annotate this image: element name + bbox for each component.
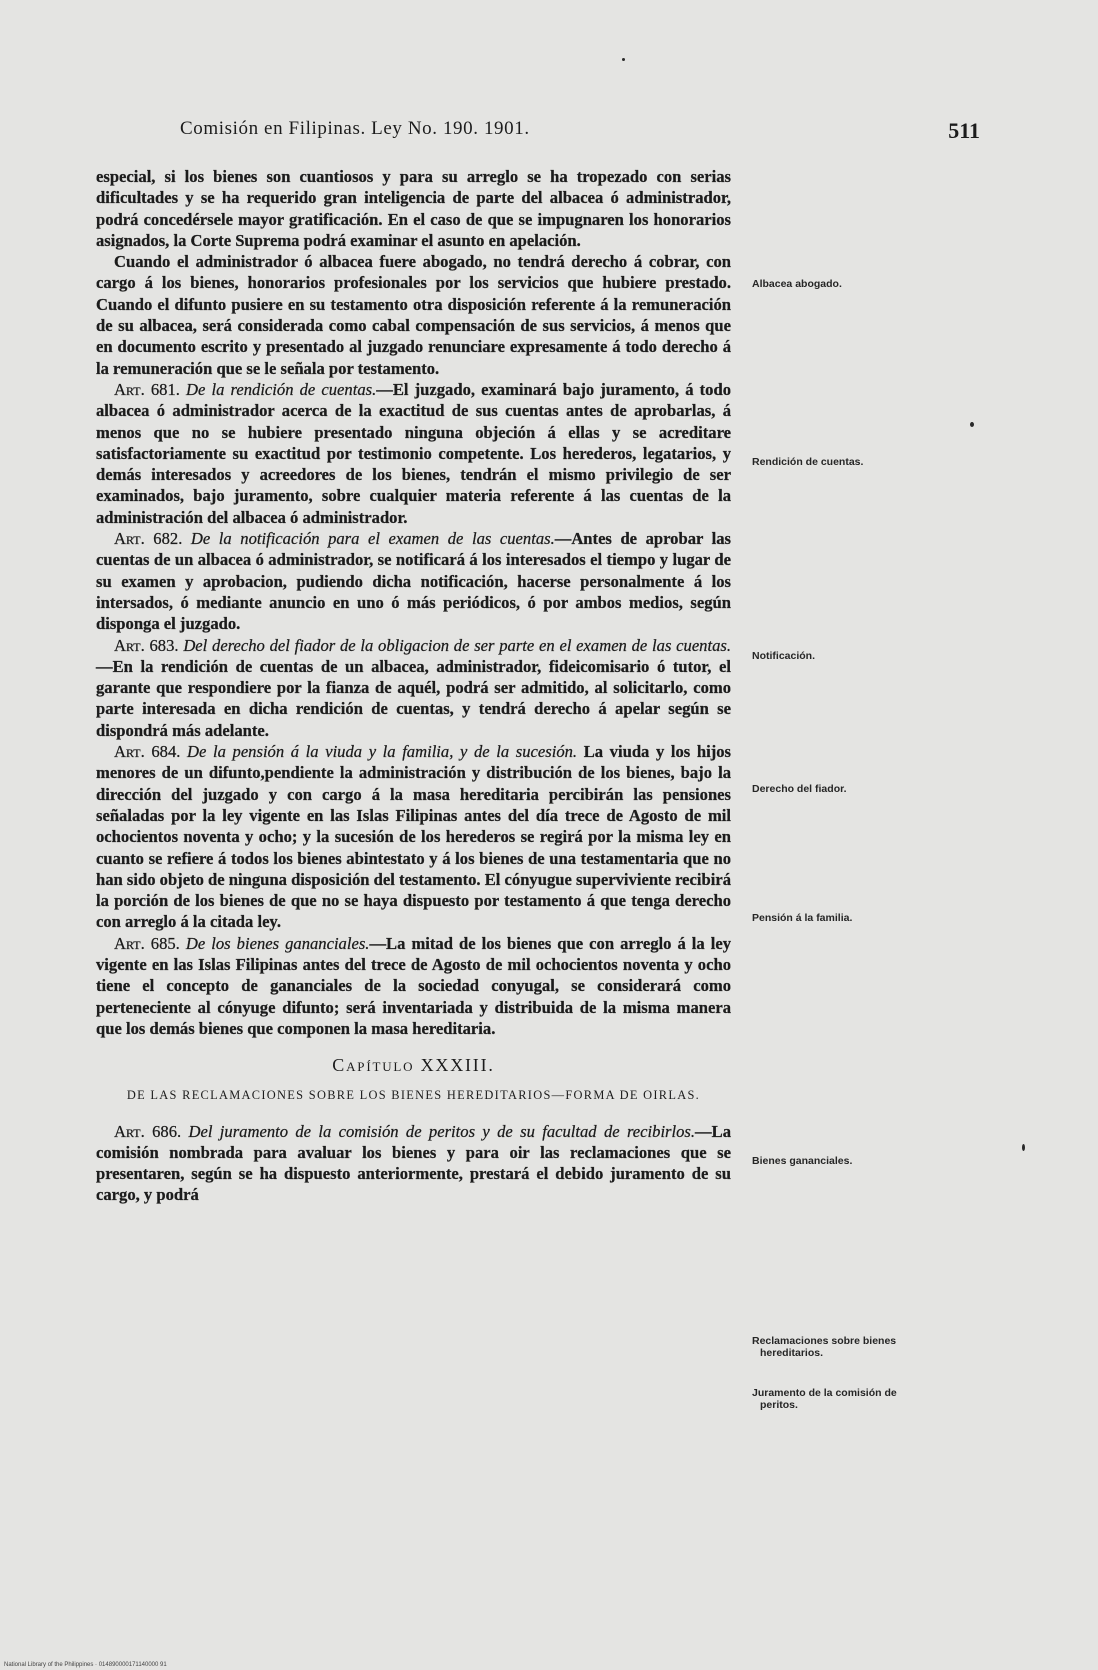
paragraph-albacea-abogado: Cuando el administrador ó albacea fuere abogado, no tendrá derecho á cobrar, con cargo á los bienes, honorarios profesionales por los servicios que hubiere prestado. Cuando el difunto pusiere en su testamento otra disposición referente á la remuneración de su albacea, será considerada como cabal compensación de sus servicios, á menos que en documento escrito y presentado al juzgado renunciare expresamente á todo derecho á la remuneración que se le señala por testamento. [96,252,731,378]
chapter-heading: Capítulo XXXIII. [332,1055,495,1076]
article-title: De los bienes gananciales. [185,933,370,953]
margin-note-albacea-abogado: Albacea abogado. [752,278,842,290]
article-text: —La comisión nombrada para avaluar los bienes y para oir las reclamaciones que se presentaren, según se ha dispuesto anteriormente, prestará el debido juramento de su cargo, y podrá [96,1122,731,1205]
article-title: Del derecho del fiador de la obligacion de ser parte en el examen de las cuentas. [183,635,731,655]
article-684 [96,741,731,933]
margin-note-gananciales: Bienes gananciales. [752,1155,853,1167]
margin-note-juramento: Juramento de la comisión de peritos. [752,1387,897,1411]
running-head: Comisión en Filipinas. Ley No. 190. 1901. [180,118,530,139]
article-686 [96,1121,731,1205]
article-title: De la notificación para el examen de las cuentas. [190,529,555,549]
scan-speck [622,58,625,61]
article-number: Art. 681. [114,379,180,399]
article-number: Art. 683. [114,635,179,655]
chapter-subheading: DE LAS RECLAMACIONES SOBRE LOS BIENES HEREDITARIOS—FORMA DE OIRLAS. [126,1088,701,1103]
article-number: Art. 685. [114,933,180,953]
margin-note-notificacion: Notificación. [752,650,816,662]
article-685 [96,933,731,1039]
article-683 [96,635,731,741]
body-text [96,166,731,1205]
article-title: De la rendición de cuentas. [186,379,377,399]
article-text: —El juzgado, examinará bajo juramento, á todo albacea ó administrador acerca de la exactitud de sus cuentas antes de aprobarlas, á menos que no se hubiere presentado ninguna objeción á ellas y se acreditare satisfactoriamente su exactitud por testimonio competente. Los herederos, legatarios, y demás interesados y acreedores de los bienes, tendrán el mismo privilegio de ser examinados, bajo juramento, sobre cualquier materia referente á las cuentas de la administración del albacea ó administrador. [96,379,731,527]
margin-note-rendicion: Rendición de cuentas. [752,456,864,468]
article-title: De la pensión á la viuda y la familia, y de la sucesión. [187,742,578,762]
paragraph-continued: especial, si los bienes son cuantiosos y para su arreglo se ha tropezado con serias dificultades y se ha requerido gran inteligencia de parte del albacea ó administrador, podrá concedérsele mayor gratificación. En el caso de que se impugnaren los honorarios asignados, la Corte Suprema podrá examinar el asunto en apelación. [96,167,731,250]
footer-credit: National Library of the Philippines · 014890000171140000 91 [4,1662,167,1668]
article-text: —La mitad de los bienes que con arreglo á la ley vigente en las Islas Filipinas antes del trece de Agosto de mil ochocientos noventa y ocho tiene el concepto de gananciales de la sociedad conyugal, se considerará como perteneciente al cónyuge difunto; será inventariada y distribuida de la misma manera que los demás bienes que componen la masa hereditaria. [96,933,731,1038]
article-number: Art. 686. [114,1122,182,1142]
article-text: —En la rendición de cuentas de un albacea, administrador, fideicomisario ó tutor, el garante que respondiere por la fianza de aquél, podrá ser admitido, al solicitarlo, como parte interesada en dicha rendición de cuentas, y tendrá derecho á apelar según se dispondrá más adelante. [96,656,731,740]
margin-note-derecho-fiador: Derecho del fiador. [752,783,847,795]
article-number: Art. 684. [114,742,181,762]
scan-speck [1022,1144,1025,1151]
article-title: Del juramento de la comisión de peritos y de su facultad de recibirlos. [188,1122,696,1142]
page-header [120,118,980,148]
margin-note-reclamaciones: Reclamaciones sobre bienes hereditarios. [752,1335,897,1359]
page-number: 511 [948,118,980,143]
article-682 [96,528,731,634]
article-text: —Antes de aprobar las cuentas de un albacea ó administrador, se notificará á los interesados el tiempo y lugar de su examen y aprobacion, pudiendo dicha notificación, hacerse personalmente á los intersados, ó mediante anuncio en uno ó más periódicos, ó por ambos medios, según disponga el juzgado. [96,529,731,634]
article-number: Art. 682. [114,529,183,549]
margin-note-pension: Pensión á la familia. [752,912,853,924]
article-681 [96,379,731,528]
article-text: La viuda y los hijos menores de un difunto,pendiente la administración y distribución de los bienes, bajo la dirección del juzgado y con cargo á la masa hereditaria percibirán las pensiones señaladas por la ley vigente en las Islas Filipinas antes del día trece de Agosto de mil ochocientos noventa y ocho; y la sucesión de los herederos se regirá por la misma ley en cuanto se refiere á todos los bienes abintestato y á los bienes de una testamentaria que no han sido objeto de ninguna disposición del testamento. El cónyugue superviviente recibirá la porción de los bienes de que no se haya dispuesto por testamento á que tenga derecho con arreglo á la citada ley. [96,742,731,932]
scan-speck [970,422,974,427]
